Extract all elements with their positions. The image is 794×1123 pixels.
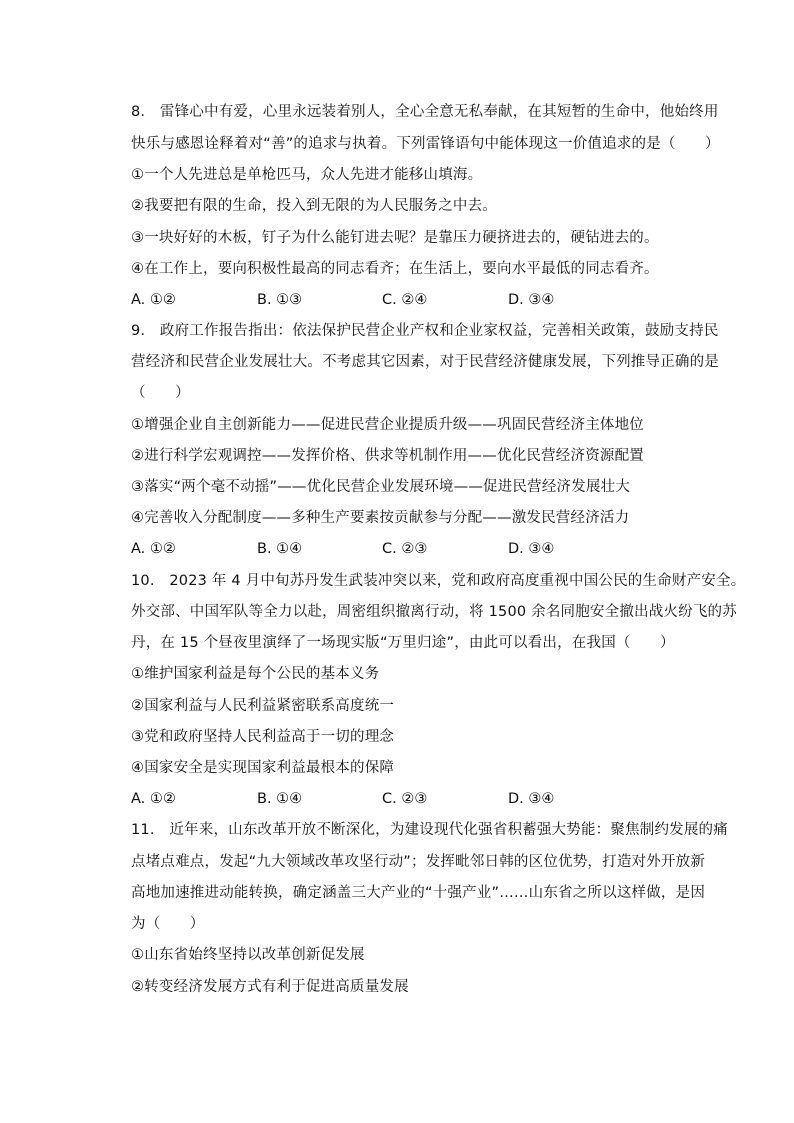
q9-item-3: ③落实“两个毫不动摇”——优化民营企业发展环境——促进民营经济发展壮大: [131, 479, 631, 495]
q9-option-c: C. ②③: [382, 541, 428, 557]
q10-item-4: ④国家安全是实现国家利益最根本的保障: [131, 760, 395, 776]
q10-stem-line-2: 外交部、中国军队等全力以赴，周密组织撤离行动，将 1500 余名同胞安全撤出战火纷飞的苏: [131, 604, 737, 620]
q9-item-4: ④完善收入分配制度——多种生产要素按贡献参与分配——激发民营经济活力: [131, 510, 630, 526]
q8-item-3: ③一块好好的木板，钉子为什么能钉进去呢？是靠压力硬挤进去的，硬钻进去的。: [131, 230, 659, 246]
q9-stem-line-1: 9. 政府工作报告指出：依法保护民营企业产权和企业家权益，完善相关政策，鼓励支持民: [131, 323, 719, 339]
q10-option-b: B. ①④: [257, 791, 303, 807]
q11-stem-line-1: 11. 近年来，山东改革开放不断深化，为建设现代化强省积蓄强大势能：聚焦制约发展的痛: [131, 822, 728, 838]
q8-item-1: ①一个人先进总是单枪匹马，众人先进才能移山填海。: [131, 167, 483, 183]
q11-item-1: ①山东省始终坚持以改革创新促发展: [131, 947, 365, 963]
q9-option-d: D. ③④: [508, 541, 555, 557]
q8-stem-line-1: 8. 雷锋心中有爱，心里永远装着别人，全心全意无私奉献，在其短暂的生命中，他始终用: [131, 104, 719, 120]
q8-option-c: C. ②④: [382, 292, 428, 308]
q10-option-a: A. ①②: [131, 791, 176, 807]
q11-stem-line-2: 点堵点难点，发起“九大领域改革攻坚行动”；发挥毗邻日韩的区位优势，打造对外开放新: [131, 854, 706, 870]
q9-item-1: ①增强企业自主创新能力——促进民营企业提质升级——巩固民营经济主体地位: [131, 417, 644, 433]
q8-stem-line-2: 快乐与感恩诠释着对“善”的追求与执着。下列雷锋语句中能体现这一价值追求的是（ ）: [131, 136, 720, 152]
q8-option-b: B. ①③: [257, 292, 303, 308]
q9-item-2: ②进行科学宏观调控——发挥价格、供求等机制作用——优化民营经济资源配置: [131, 448, 644, 464]
q9-stem-line-2: 营经济和民营企业发展壮大。不考虑其它因素，对于民营经济健康发展，下列推导正确的是: [131, 354, 719, 370]
q10-stem-line-1: 10. 2023 年 4 月中旬苏丹发生武装冲突以来，党和政府高度重视中国公民的生命财产安全。: [131, 573, 746, 589]
q9-option-a: A. ①②: [131, 541, 176, 557]
q11-stem-line-4: 为（ ）: [131, 916, 205, 932]
q10-item-1: ①维护国家利益是每个公民的基本义务: [131, 666, 380, 682]
q10-stem-line-3: 丹，在 15 个昼夜里演绎了一场现实版“万里归途”，由此可以看出，在我国（ ）: [131, 635, 675, 651]
q8-option-a: A. ①②: [131, 292, 176, 308]
q11-item-2: ②转变经济发展方式有利于促进高质量发展: [131, 979, 409, 995]
q10-option-c: C. ②③: [382, 791, 428, 807]
q10-item-2: ②国家利益与人民利益紧密联系高度统一: [131, 698, 395, 714]
q11-stem-line-3: 高地加速推进动能转换，确定涵盖三大产业的“十强产业”……山东省之所以这样做，是因: [131, 885, 706, 901]
q8-item-4: ④在工作上，要向积极性最高的同志看齐；在生活上，要向水平最低的同志看齐。: [131, 261, 659, 277]
q10-item-3: ③党和政府坚持人民利益高于一切的理念: [131, 729, 395, 745]
q8-option-d: D. ③④: [508, 292, 555, 308]
q10-option-d: D. ③④: [508, 791, 555, 807]
q9-stem-line-3: （ ）: [131, 385, 190, 401]
q9-option-b: B. ①④: [257, 541, 303, 557]
q8-item-2: ②我要把有限的生命，投入到无限的为人民服务之中去。: [131, 198, 497, 214]
